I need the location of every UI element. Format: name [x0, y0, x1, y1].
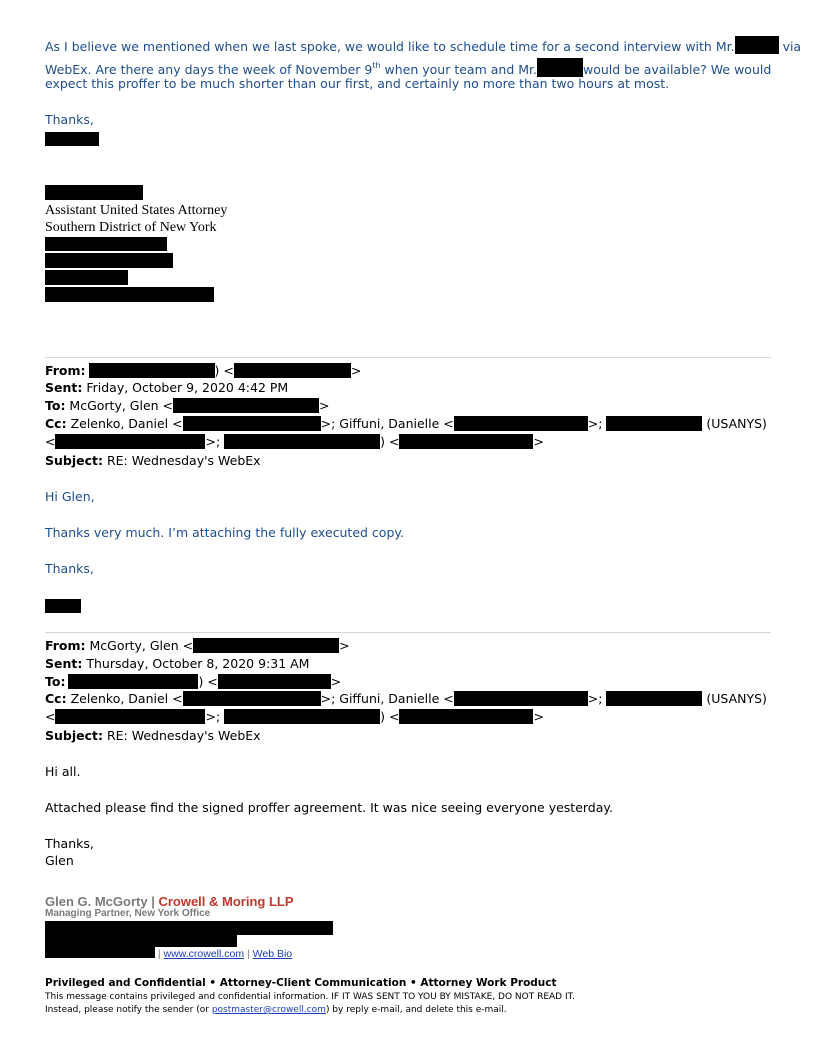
cc-text: >;	[587, 691, 607, 706]
email3-name: Glen	[45, 853, 74, 868]
redaction	[606, 416, 702, 431]
email3-thanks: Thanks,	[45, 836, 94, 851]
link-separator: |	[244, 948, 253, 960]
punct: >	[350, 363, 362, 378]
redaction	[193, 638, 339, 653]
redaction	[45, 253, 173, 268]
subject-label: Subject:	[45, 453, 103, 468]
redaction	[183, 416, 321, 431]
subject-label: Subject:	[45, 728, 103, 743]
sent-value: Friday, October 9, 2020 4:42 PM	[82, 380, 289, 395]
to-value: McGorty, Glen <	[65, 398, 174, 413]
sent-line	[45, 379, 288, 397]
cc-text: (USANYS)	[702, 691, 767, 706]
divider	[45, 632, 771, 633]
cc-label: Cc:	[45, 691, 67, 706]
sent-label: Sent:	[45, 380, 83, 395]
sent-label: Sent:	[45, 656, 83, 671]
email3-greeting: Hi all.	[45, 764, 81, 779]
email1-line1	[45, 36, 801, 56]
email3-body: Attached please find the signed proffer agreement. It was nice seeing everyone yesterday.	[45, 800, 613, 815]
punct: >	[330, 674, 342, 689]
redaction	[89, 363, 215, 378]
from-line	[45, 637, 350, 655]
redaction	[45, 237, 167, 251]
redaction	[45, 921, 333, 935]
cc-text: ) <	[380, 434, 400, 449]
cc-text: >;	[205, 434, 225, 449]
cc-text: Zelenko, Daniel <	[66, 416, 183, 431]
redaction	[454, 691, 588, 706]
subject-value: RE: Wednesday's WebEx	[103, 453, 261, 468]
email2-body: Thanks very much. I’m attaching the fully executed copy.	[45, 525, 404, 540]
email1-text: expect this proffer to be much shorter than our first, and certainly no more than two hours at most.	[45, 76, 670, 91]
redaction	[68, 674, 198, 689]
cc-text: ) <	[380, 709, 400, 724]
redaction	[183, 691, 321, 706]
email2-thanks: Thanks,	[45, 561, 94, 576]
redaction	[173, 398, 319, 413]
redaction	[454, 416, 588, 431]
to-label: To:	[45, 674, 66, 689]
cc-text: <	[45, 709, 56, 724]
to-line	[45, 673, 341, 691]
disclaimer-heading: Privileged and Confidential • Attorney-Client Communication • Attorney Work Product	[45, 977, 557, 989]
email1-text: WebEx. Are there any days the week of November 9	[45, 62, 373, 77]
cc-line-2	[45, 433, 544, 451]
redaction	[45, 287, 214, 302]
superscript: th	[372, 61, 381, 70]
punct: >	[339, 638, 350, 653]
redaction	[224, 709, 380, 724]
redaction	[45, 599, 81, 613]
redaction	[45, 185, 143, 200]
sender-office: Southern District of New York	[45, 220, 217, 235]
redaction	[45, 947, 155, 958]
cc-text: >; Giffuni, Danielle <	[320, 416, 454, 431]
redaction	[55, 709, 205, 724]
email1-thanks: Thanks,	[45, 112, 94, 127]
email2-greeting: Hi Glen,	[45, 489, 95, 504]
signature-divider: |	[147, 894, 159, 909]
subject-line	[45, 727, 261, 745]
redaction	[224, 434, 380, 449]
sent-line	[45, 655, 309, 673]
cc-text: >;	[587, 416, 607, 431]
website-link[interactable]: www.crowell.com	[163, 948, 245, 960]
punct: ) <	[198, 674, 218, 689]
email1-text: via	[782, 39, 802, 54]
firm-name: Crowell & Moring LLP	[158, 894, 294, 909]
web-bio-link[interactable]: Web Bio	[252, 948, 293, 960]
email1-line3	[45, 75, 669, 93]
to-label: To:	[45, 398, 66, 413]
cc-line-2	[45, 708, 544, 726]
signature-links	[45, 945, 292, 962]
from-line	[45, 362, 361, 380]
from-label: From:	[45, 638, 86, 653]
disclaimer-line1: This message contains privileged and confidential information. IF IT WAS SENT TO YOU BY MISTAKE, DO NOT READ IT.	[45, 992, 575, 1002]
redaction	[234, 363, 351, 378]
redaction	[735, 36, 779, 54]
cc-text: <	[45, 434, 56, 449]
redaction	[399, 434, 533, 449]
redaction	[399, 709, 533, 724]
punct: ) <	[214, 363, 234, 378]
cc-text: >; Giffuni, Danielle <	[320, 691, 454, 706]
redaction	[45, 132, 99, 146]
to-line	[45, 397, 330, 415]
cc-text: >	[533, 434, 544, 449]
email1-text: when your team and Mr.	[380, 62, 537, 77]
signature-name: Glen G. McGorty	[45, 894, 148, 909]
redaction	[606, 691, 702, 706]
cc-line	[45, 415, 767, 433]
subject-line	[45, 452, 261, 470]
email1-text: As I believe we mentioned when we last spoke, we would like to schedule time for a second interview with Mr.	[45, 39, 735, 54]
disclaimer-text: Instead, please notify the sender (or	[45, 1005, 212, 1015]
subject-value: RE: Wednesday's WebEx	[103, 728, 261, 743]
disclaimer-text: ) by reply e-mail, and delete this e-mail.	[325, 1005, 507, 1015]
postmaster-link[interactable]: postmaster@crowell.com	[211, 1005, 326, 1015]
redaction	[45, 270, 128, 285]
disclaimer-line2	[45, 1004, 507, 1017]
cc-text: >;	[205, 709, 225, 724]
from-label: From:	[45, 363, 86, 378]
sent-value: Thursday, October 8, 2020 9:31 AM	[82, 656, 310, 671]
redaction	[218, 674, 331, 689]
cc-text: Zelenko, Daniel <	[66, 691, 183, 706]
email1-text: would be available? We would	[582, 62, 772, 77]
cc-text: (USANYS)	[702, 416, 767, 431]
link-separator: |	[155, 948, 164, 960]
redaction	[55, 434, 205, 449]
cc-line	[45, 690, 767, 708]
signature-title: Managing Partner, New York Office	[45, 908, 211, 919]
punct: >	[319, 398, 330, 413]
cc-label: Cc:	[45, 416, 67, 431]
divider	[45, 357, 771, 358]
cc-text: >	[533, 709, 544, 724]
from-value: McGorty, Glen <	[85, 638, 194, 653]
sender-title: Assistant United States Attorney	[45, 203, 228, 218]
